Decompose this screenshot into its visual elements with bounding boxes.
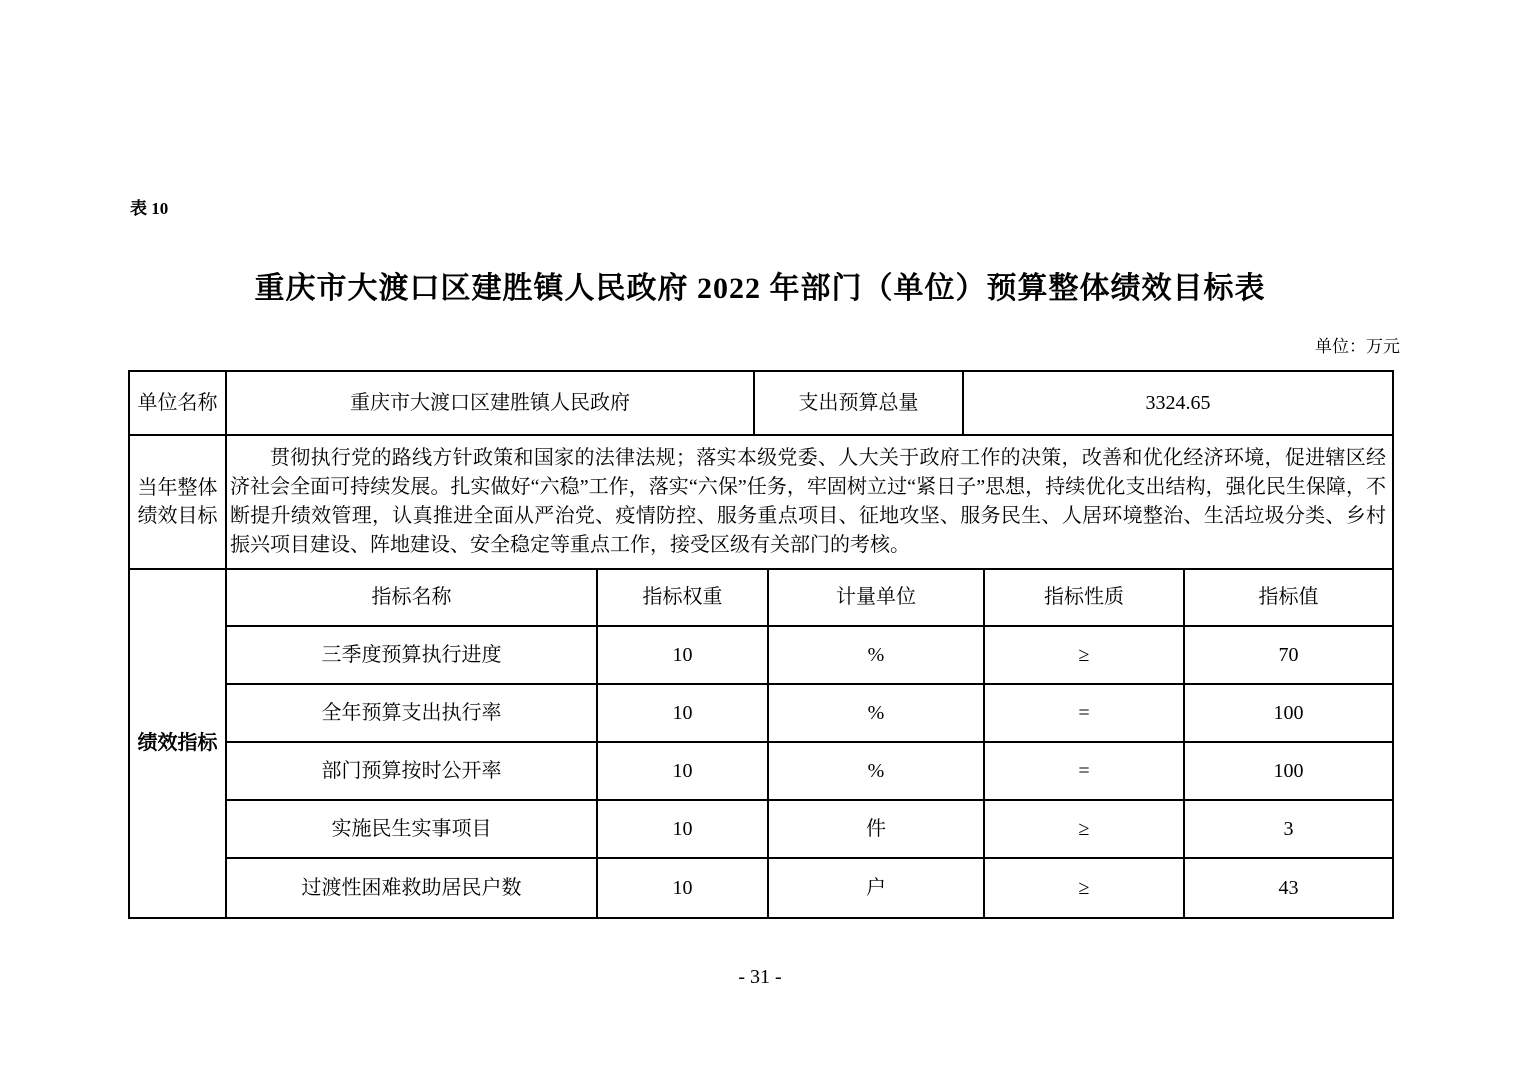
- table-number-label: 表 10: [130, 199, 169, 218]
- unit-name-label: 单位名称: [130, 372, 227, 436]
- unit-note: 单位：万元: [1315, 337, 1400, 356]
- indicator-value: 43: [1278, 876, 1299, 899]
- indicator-unit: %: [769, 743, 985, 801]
- indicator-name: 全年预算支出执行率: [227, 685, 598, 743]
- indicator-nature: =: [985, 685, 1185, 743]
- indicator-value: 3: [1185, 801, 1392, 859]
- header-indicator-name: 指标名称: [227, 570, 598, 627]
- annual-goal-text: 贯彻执行党的路线方针政策和国家的法律法规；落实本级党委、人大关于政府工作的决策，改善和优化经济环境，促进辖区经济社会全面可持续发展。扎实做好“六稳”工作，落实“六保”任务，牢固树立过“紧日子”思想，持续优化支出结构，强化民生保障，不断提升绩效管理，认真推进全面从严治党、疫情防控、服务重点项目、征地攻坚、服务民生、人居环境整治、生活垃圾分类、乡村振兴项目建设、阵地建设、安全稳定等重点工作，接受区级有关部门的考核。: [227, 436, 1392, 570]
- indicator-weight: 10: [598, 743, 769, 801]
- indicator-nature: ≥: [985, 801, 1185, 859]
- header-indicator-nature: 指标性质: [985, 570, 1185, 627]
- budget-total-value: 3324.65: [964, 372, 1392, 436]
- indicator-value: 70: [1185, 627, 1392, 685]
- indicator-unit: 件: [769, 801, 985, 859]
- page-number: - 31 -: [738, 966, 782, 988]
- indicator-value: 100: [1185, 685, 1392, 743]
- indicator-weight: 10: [598, 627, 769, 685]
- indicator-name: 部门预算按时公开率: [227, 743, 598, 801]
- header-indicator-weight: 指标权重: [598, 570, 769, 627]
- annual-goal-label: 当年整体绩效目标: [130, 436, 227, 570]
- indicator-name: 过渡性困难救助居民户数: [227, 859, 598, 917]
- indicator-weight: 10: [598, 685, 769, 743]
- indicator-weight: 10: [598, 801, 769, 859]
- indicator-unit: %: [769, 627, 985, 685]
- budget-performance-table: [128, 370, 1394, 919]
- indicator-section: [130, 570, 1392, 917]
- indicator-unit: 户: [769, 859, 985, 917]
- indicator-unit: %: [769, 685, 985, 743]
- indicator-nature: ≥: [985, 859, 1185, 917]
- unit-info-row: [130, 372, 1392, 436]
- indicator-value: 100: [1185, 743, 1392, 801]
- indicator-weight: 10: [598, 859, 769, 917]
- annual-goal-row: [130, 436, 1392, 570]
- budget-total-label: 支出预算总量: [755, 372, 964, 436]
- indicator-nature: ≥: [985, 627, 1185, 685]
- indicator-nature: =: [985, 743, 1185, 801]
- indicator-name: 实施民生实事项目: [227, 801, 598, 859]
- header-measure-unit: 计量单位: [769, 570, 985, 627]
- header-indicator-value: 指标值: [1185, 570, 1392, 627]
- indicator-section-label: 绩效指标: [130, 570, 227, 917]
- indicator-name: 三季度预算执行进度: [227, 627, 598, 685]
- page-title: 重庆市大渡口区建胜镇人民政府 2022 年部门（单位）预算整体绩效目标表: [254, 272, 1266, 305]
- unit-name-value: 重庆市大渡口区建胜镇人民政府: [227, 372, 755, 436]
